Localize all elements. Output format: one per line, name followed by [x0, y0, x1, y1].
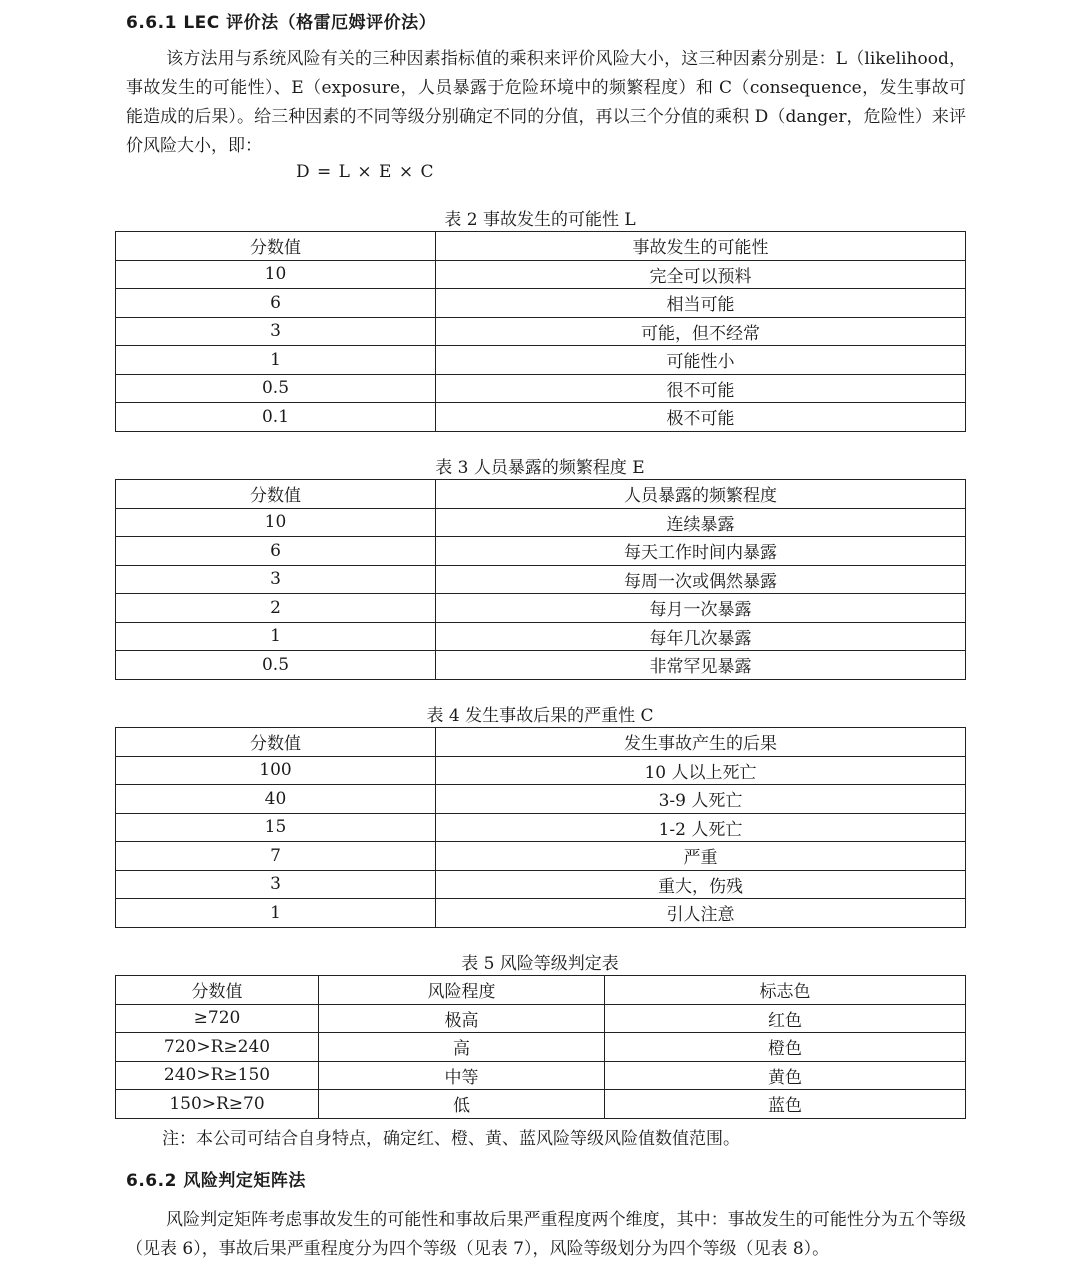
- description-cell: 相当可能: [436, 289, 966, 318]
- table3-caption: 表 3 人员暴露的频繁程度 E: [435, 458, 645, 478]
- table-header-row: [116, 480, 966, 509]
- table5-note: 注：本公司可结合自身特点，确定红、橙、黄、蓝风险等级风险值数值范围。: [162, 1129, 740, 1149]
- table-row: [116, 785, 966, 814]
- description-cell: 10 人以上死亡: [436, 756, 966, 785]
- description-cell: 引人注意: [436, 899, 966, 928]
- table4-consequence: [115, 727, 966, 928]
- header-cell: 分数值: [116, 480, 436, 509]
- score-cell: 3: [116, 565, 436, 594]
- table-row: [116, 346, 966, 375]
- sign-color-cell: 黄色: [605, 1061, 966, 1090]
- score-cell: 0.1: [116, 403, 436, 432]
- header-cell: 分数值: [116, 728, 436, 757]
- table2-likelihood: [115, 231, 966, 432]
- score-range-cell: 720>R≥240: [116, 1033, 319, 1062]
- table2-caption: 表 2 事故发生的可能性 L: [444, 210, 636, 230]
- table-row: [116, 1033, 966, 1062]
- score-cell: 10: [116, 508, 436, 537]
- lec-formula: D = L × E × C: [296, 162, 435, 182]
- score-cell: 40: [116, 785, 436, 814]
- table-header-row: [116, 232, 966, 261]
- section-heading-lec: 6.6.1 LEC 评价法（格雷厄姆评价法）: [126, 13, 437, 33]
- table-row: [116, 317, 966, 346]
- table-row: [116, 870, 966, 899]
- score-cell: 1: [116, 899, 436, 928]
- table-header-row: [116, 976, 966, 1005]
- sign-color-cell: 橙色: [605, 1033, 966, 1062]
- sign-color-cell: 蓝色: [605, 1090, 966, 1119]
- header-cell: 人员暴露的频繁程度: [436, 480, 966, 509]
- table-row: [116, 565, 966, 594]
- description-cell: 3-9 人死亡: [436, 785, 966, 814]
- table3-exposure: [115, 479, 966, 680]
- score-cell: 6: [116, 537, 436, 566]
- table5-caption: 表 5 风险等级判定表: [461, 954, 619, 974]
- score-cell: 10: [116, 260, 436, 289]
- table-row: [116, 622, 966, 651]
- table-row: [116, 508, 966, 537]
- score-cell: 6: [116, 289, 436, 318]
- score-cell: 0.5: [116, 651, 436, 680]
- description-cell: 极不可能: [436, 403, 966, 432]
- score-cell: 15: [116, 813, 436, 842]
- table-row: [116, 756, 966, 785]
- score-range-cell: ≥720: [116, 1004, 319, 1033]
- matrix-intro-paragraph: [126, 1206, 966, 1264]
- description-cell: 可能，但不经常: [436, 317, 966, 346]
- description-cell: 1-2 人死亡: [436, 813, 966, 842]
- header-cell: 风险程度: [319, 976, 605, 1005]
- lec-intro-text: 该方法用与系统风险有关的三种因素指标值的乘积来评价风险大小，这三种因素分别是：L（likelihood，事故发生的可能性）、E（exposure，人员暴露于危险环境中的频繁程度）和 C（consequence，发生事故可能造成的后果）。给三种因素的不同等级分别确定不同的分值，再以三个分值的乘积 D（danger，危险性）来评价风险大小，即：: [126, 49, 966, 156]
- table-row: [116, 403, 966, 432]
- description-cell: 非常罕见暴露: [436, 651, 966, 680]
- sign-color-cell: 红色: [605, 1004, 966, 1033]
- score-cell: 3: [116, 317, 436, 346]
- table-row: [116, 374, 966, 403]
- matrix-intro-text: 风险判定矩阵考虑事故发生的可能性和事故后果严重程度两个维度，其中：事故发生的可能性分为五个等级（见表 6），事故后果严重程度分为四个等级（见表 7），风险等级划分为四个等级（见表 8）。: [126, 1210, 966, 1259]
- description-cell: 每周一次或偶然暴露: [436, 565, 966, 594]
- table-row: [116, 1061, 966, 1090]
- table5-risk-level: [115, 975, 966, 1119]
- table-row: [116, 842, 966, 871]
- header-cell: 发生事故产生的后果: [436, 728, 966, 757]
- score-cell: 1: [116, 622, 436, 651]
- table4-caption: 表 4 发生事故后果的严重性 C: [426, 706, 654, 726]
- score-cell: 1: [116, 346, 436, 375]
- section-heading-matrix: 6.6.2 风险判定矩阵法: [126, 1171, 306, 1191]
- table-row: [116, 1090, 966, 1119]
- description-cell: 重大，伤残: [436, 870, 966, 899]
- description-cell: 每天工作时间内暴露: [436, 537, 966, 566]
- table-row: [116, 651, 966, 680]
- header-cell: 分数值: [116, 976, 319, 1005]
- table-row: [116, 813, 966, 842]
- table-row: [116, 289, 966, 318]
- table-row: [116, 1004, 966, 1033]
- description-cell: 每年几次暴露: [436, 622, 966, 651]
- header-cell: 事故发生的可能性: [436, 232, 966, 261]
- table-header-row: [116, 728, 966, 757]
- score-cell: 2: [116, 594, 436, 623]
- risk-level-cell: 极高: [319, 1004, 605, 1033]
- table-row: [116, 594, 966, 623]
- description-cell: 每月一次暴露: [436, 594, 966, 623]
- score-range-cell: 150>R≥70: [116, 1090, 319, 1119]
- score-cell: 100: [116, 756, 436, 785]
- score-cell: 3: [116, 870, 436, 899]
- description-cell: 可能性小: [436, 346, 966, 375]
- score-cell: 0.5: [116, 374, 436, 403]
- table-row: [116, 260, 966, 289]
- score-range-cell: 240>R≥150: [116, 1061, 319, 1090]
- description-cell: 严重: [436, 842, 966, 871]
- header-cell: 标志色: [605, 976, 966, 1005]
- score-cell: 7: [116, 842, 436, 871]
- description-cell: 连续暴露: [436, 508, 966, 537]
- lec-intro-paragraph: [126, 45, 966, 161]
- description-cell: 很不可能: [436, 374, 966, 403]
- risk-level-cell: 低: [319, 1090, 605, 1119]
- risk-level-cell: 中等: [319, 1061, 605, 1090]
- table-row: [116, 537, 966, 566]
- description-cell: 完全可以预料: [436, 260, 966, 289]
- header-cell: 分数值: [116, 232, 436, 261]
- risk-level-cell: 高: [319, 1033, 605, 1062]
- table-row: [116, 899, 966, 928]
